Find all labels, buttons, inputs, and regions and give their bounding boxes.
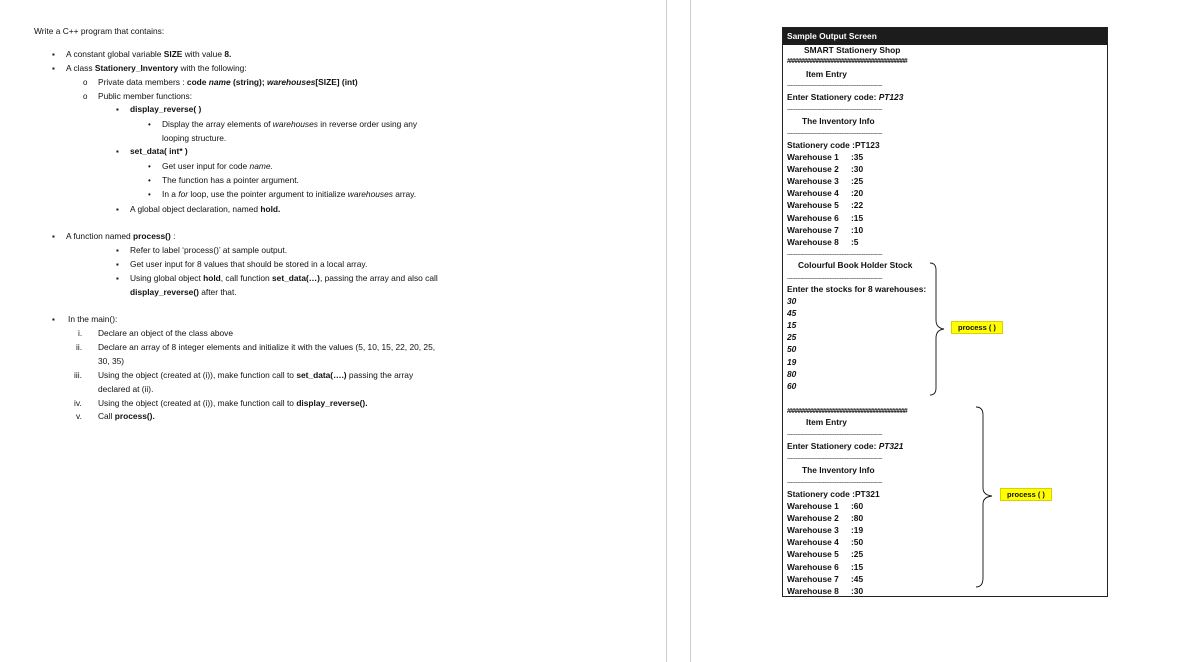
warehouse-label: Warehouse 6 (787, 561, 839, 572)
enter-stocks: Enter the stocks for 8 warehouses: (787, 284, 927, 294)
main-5-pre: Call (98, 411, 115, 421)
main-title: In the main(): (68, 314, 118, 324)
warehouse-value: :80 (851, 513, 864, 524)
setdata-desc2: The function has a pointer argument. (162, 175, 299, 185)
page-divider-left (666, 0, 667, 662)
warehouse-value: :25 (851, 176, 864, 187)
bullet-icon: ▪ (116, 274, 119, 283)
warehouse-value: :50 (851, 537, 864, 548)
setdata-fn: set_data( int* ) (130, 146, 188, 156)
display-desc1-pre: Display the array elements of (162, 119, 273, 129)
bullet-icon: ▪ (116, 105, 119, 114)
main-item-3 (98, 370, 413, 381)
dot-bullet-icon: • (148, 190, 151, 199)
warehouse-label: Warehouse 7 (787, 573, 839, 584)
bullet-icon: ▪ (52, 315, 55, 324)
process-item-3 (130, 273, 438, 284)
item-entry-2: Item Entry (806, 417, 847, 427)
setdata-desc3-pre: In a (162, 189, 179, 199)
process-post: : (170, 231, 176, 241)
private-name: name (208, 77, 231, 87)
dot-bullet-icon: • (148, 162, 151, 171)
warehouse-value: :5 (851, 236, 859, 247)
stat-code-2: Stationery code :PT321 (787, 489, 880, 499)
display-desc2: looping structure. (162, 133, 227, 143)
display-desc1-it: warehouses (272, 119, 318, 129)
bullet-icon: ▪ (116, 147, 119, 156)
main-4-pre: Using the object (created at (i)), make function call to (98, 398, 297, 408)
class-pre: A class (66, 63, 95, 73)
warehouse-label: Warehouse 6 (787, 212, 839, 223)
warehouse-value: :30 (851, 585, 864, 596)
global-name: hold. (260, 204, 281, 214)
main-num-5: v. (76, 411, 82, 421)
const-val: 8. (224, 49, 232, 59)
bullet-icon: ▪ (116, 205, 119, 214)
class-line (66, 63, 247, 74)
output-title: Sample Output Screen (783, 28, 1107, 45)
display-desc1 (162, 119, 417, 130)
display-fn: display_reverse( ) (130, 104, 202, 114)
stock-value: 25 (787, 332, 797, 343)
brace-process-1-icon (928, 262, 950, 396)
process-4-fn: display_reverse() (130, 287, 199, 297)
bullet-icon: ▪ (52, 50, 55, 59)
warehouse-label: Warehouse 2 (787, 164, 839, 175)
private-string: (string); (230, 77, 267, 87)
warehouse-value: :15 (851, 561, 864, 572)
bullet-icon: ▪ (116, 260, 119, 269)
warehouse-value: :25 (851, 549, 864, 560)
warehouse-value: :45 (851, 573, 864, 584)
setdata-desc3-it: for (178, 189, 189, 199)
hash-separator: ######################################## (787, 58, 907, 65)
dot-bullet-icon: • (148, 176, 151, 185)
main-4-b: display_reverse(). (296, 398, 368, 408)
enter-code-2 (787, 441, 903, 452)
private-code: code (186, 77, 209, 87)
dash-separator: -------------------------------------------------------- (787, 83, 883, 89)
main-3-b: set_data(….) (296, 370, 347, 380)
code-value-1: PT123 (878, 92, 904, 102)
setdata-desc1-pre: Get user input for code (162, 161, 250, 171)
warehouse-value: :60 (851, 501, 864, 511)
stock-value: 80 (787, 368, 797, 379)
dash-separator: -------------------------------------------------------- (787, 456, 883, 462)
enter-code-label-1: Enter Stationery code: (787, 92, 879, 102)
class-post: with the following: (178, 63, 247, 73)
stat-code-1: Stationery code :PT123 (787, 140, 880, 150)
setdata-desc1-it: name. (249, 161, 273, 171)
dash-separator: -------------------------------------------------------- (787, 480, 883, 486)
code-value-2: PT321 (878, 441, 904, 451)
process-4-post: after that. (198, 287, 237, 297)
warehouse-value: :10 (851, 224, 864, 235)
setdata-desc3 (162, 189, 416, 200)
dash-separator: -------------------------------------------------------- (787, 131, 883, 137)
private-line (98, 77, 358, 88)
dot-bullet-icon: • (148, 120, 151, 129)
item-entry-1: Item Entry (806, 69, 847, 79)
dash-separator: -------------------------------------------------------- (787, 107, 883, 113)
circle-bullet-icon: o (83, 92, 88, 101)
stock-value: 50 (787, 344, 797, 355)
setdata-desc3-it2: warehouses (347, 189, 393, 199)
warehouse-label: Warehouse 3 (787, 176, 839, 187)
global-line (130, 204, 280, 215)
warehouse-label: Warehouse 4 (787, 537, 839, 548)
dash-separator: -------------------------------------------------------- (787, 276, 883, 282)
main-num-3: iii. (74, 370, 82, 380)
process-3-pre: Using global object (130, 273, 204, 283)
main-5-b: process(). (114, 411, 155, 421)
shop-name: SMART Stationery Shop (804, 45, 901, 55)
brace-process-2-icon (974, 406, 998, 588)
warehouse-label: Warehouse 5 (787, 549, 839, 560)
setdata-desc1 (162, 161, 273, 172)
main-3-pre: Using the object (created at (i)), make function call to (98, 370, 297, 380)
stock-value: 60 (787, 380, 797, 391)
warehouse-label: Warehouse 5 (787, 200, 839, 211)
warehouse-label: Warehouse 1 (787, 152, 839, 162)
class-name: Stationery_Inventory (94, 63, 179, 73)
main-item-3-cont: declared at (ii). (98, 384, 154, 394)
public-line: Public member functions: (98, 91, 193, 101)
main-num-1: i. (78, 328, 83, 338)
bullet-icon: ▪ (116, 246, 119, 255)
process-3-fn: set_data(…) (272, 273, 320, 283)
setdata-desc3-post: array. (392, 189, 417, 199)
warehouse-label: Warehouse 3 (787, 525, 839, 536)
process-line (66, 231, 175, 242)
private-wh: warehouses (266, 77, 316, 87)
question-intro: Write a C++ program that contains: (34, 26, 165, 36)
process-3-post: , passing the array and also call (319, 273, 438, 283)
main-item-4 (98, 398, 368, 409)
process-item-1: Refer to label ‘process()’ at sample output. (130, 245, 288, 255)
process-label-1: process ( ) (951, 321, 1003, 334)
warehouse-value: :19 (851, 525, 864, 536)
warehouse-value: :22 (851, 200, 864, 211)
const-line (66, 49, 231, 60)
process-label-2: process ( ) (1000, 488, 1052, 501)
bullet-icon: ▪ (52, 64, 55, 73)
warehouse-value: :35 (851, 152, 864, 162)
const-name: SIZE (163, 49, 183, 59)
stock-value: 15 (787, 320, 797, 331)
stock-value: 45 (787, 308, 797, 319)
process-pre: A function named (66, 231, 134, 241)
process-item-2: Get user input for 8 values that should be stored in a local array. (130, 259, 368, 269)
main-3-post: passing the array (346, 370, 414, 380)
dash-separator: -------------------------------------------------------- (787, 432, 883, 438)
const-pre: A constant global variable (66, 49, 164, 59)
main-item-5 (98, 411, 155, 422)
main-item-2: Declare an array of 8 integer elements and initialize it with the values (5, 10, 15, 22, 20, 25, (98, 342, 436, 352)
dash-separator: -------------------------------------------------------- (787, 252, 883, 258)
main-num-4: iv. (74, 398, 82, 408)
enter-code-1 (787, 92, 903, 103)
warehouse-label: Warehouse 1 (787, 501, 839, 511)
holder-title: Colourful Book Holder Stock (798, 260, 913, 270)
bullet-icon: ▪ (52, 232, 55, 241)
warehouse-label: Warehouse 7 (787, 224, 839, 235)
process-3-hold: hold (203, 273, 221, 283)
main-num-2: ii. (76, 342, 83, 352)
circle-bullet-icon: o (83, 78, 88, 87)
process-item-4 (130, 287, 237, 298)
hash-separator: ######################################## (787, 408, 907, 415)
warehouse-label: Warehouse 8 (787, 236, 839, 247)
warehouse-label: Warehouse 4 (787, 188, 839, 199)
warehouse-value: :30 (851, 164, 864, 175)
main-item-1: Declare an object of the class above (98, 328, 234, 338)
const-mid: with value (182, 49, 225, 59)
stock-value: 19 (787, 356, 797, 367)
global-pre: A global object declaration, named (130, 204, 261, 214)
warehouse-value: :15 (851, 212, 864, 223)
inventory-info-1: The Inventory Info (802, 116, 875, 126)
main-item-2-cont: 30, 35) (98, 356, 125, 366)
inventory-info-2: The Inventory Info (802, 465, 875, 475)
setdata-desc3-mid: loop, use the pointer argument to initialize (188, 189, 348, 199)
process-name: process() (133, 231, 171, 241)
process-3-mid: , call function (220, 273, 272, 283)
warehouse-label: Warehouse 8 (787, 585, 839, 596)
enter-code-label-2: Enter Stationery code: (787, 441, 879, 451)
page-divider-right (690, 0, 691, 662)
private-pre: Private data members : (98, 77, 187, 87)
display-desc1-post: in reverse order using any (317, 119, 418, 129)
stock-value: 30 (787, 296, 797, 306)
warehouse-label: Warehouse 2 (787, 513, 839, 524)
private-size: [SIZE] (int) (315, 77, 358, 87)
warehouse-value: :20 (851, 188, 864, 199)
